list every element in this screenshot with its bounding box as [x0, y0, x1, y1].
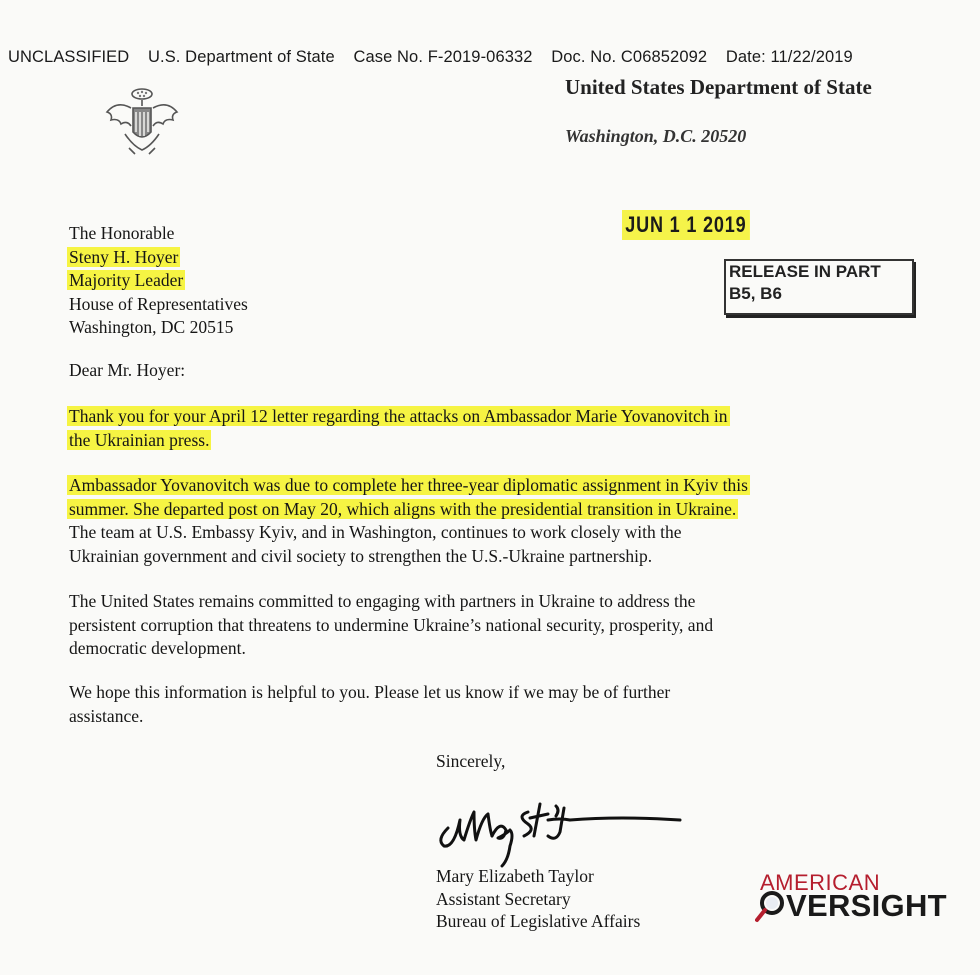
- paragraph-1-line-1: Thank you for your April 12 letter regarding the attacks on Ambassador Marie Yovanovitch in: [69, 406, 728, 426]
- release-label: RELEASE IN PART: [729, 262, 881, 281]
- signer-bureau: Bureau of Legislative Affairs: [436, 911, 641, 931]
- closing: Sincerely,: [436, 751, 506, 771]
- paragraph-1-line-2: the Ukrainian press.: [69, 429, 210, 450]
- paragraph-2-line-2: summer. She departed post on May 20, which aligns with the presidential transition in Ukraine.: [69, 498, 737, 519]
- signer-name: Mary Elizabeth Taylor: [436, 866, 594, 886]
- state-department-seal-icon: [103, 86, 181, 158]
- paragraph-4-line-1: We hope this information is helpful to you. Please let us know if we may be of further: [69, 682, 671, 702]
- doc-number: Doc. No. C06852092: [551, 48, 708, 66]
- case-number: Case No. F-2019-06332: [353, 48, 533, 66]
- paragraph-4: [69, 681, 909, 728]
- paragraph-3-line-2: persistent corruption that threatens to undermine Ukraine’s national security, prosperity, and: [69, 614, 714, 635]
- letterhead-city: Washington, D.C. 20520: [565, 126, 747, 146]
- recipient-organization: House of Representatives: [69, 293, 248, 314]
- paragraph-4-line-2: assistance.: [69, 705, 144, 726]
- watermark-oversight: [755, 888, 947, 924]
- paragraph-1: [69, 405, 909, 452]
- paragraph-3: [69, 590, 909, 661]
- paragraph-2-line-3: The team at U.S. Embassy Kyiv, and in Washington, continues to work closely with the: [69, 522, 682, 542]
- watermark-american: AMERICAN: [760, 870, 881, 895]
- paragraph-3-line-3: democratic development.: [69, 638, 246, 658]
- paragraph-2-line-1: Ambassador Yovanovitch was due to complete her three-year diplomatic assignment in Kyiv this: [69, 475, 748, 495]
- recipient-name: Steny H. Hoyer: [69, 246, 179, 267]
- paragraph-2: [69, 474, 909, 568]
- handwritten-signature: [430, 790, 690, 875]
- address-honorific: The Honorable: [69, 223, 175, 243]
- magnifier-icon: [755, 889, 785, 923]
- recipient-address: [69, 222, 248, 340]
- agency-label: U.S. Department of State: [148, 48, 335, 66]
- paragraph-3-line-1: The United States remains committed to engaging with partners in Ukraine to address the: [69, 591, 696, 611]
- release-in-part-box: [724, 259, 914, 315]
- release-date: Date: 11/22/2019: [725, 48, 853, 66]
- recipient-city: Washington, DC 20515: [69, 317, 234, 337]
- date-stamp: JUN 1 1 2019: [622, 210, 750, 240]
- document-header: [8, 48, 853, 67]
- salutation: Dear Mr. Hoyer:: [69, 360, 186, 380]
- exemption-codes: B5, B6: [729, 284, 782, 303]
- classification-label: UNCLASSIFIED: [8, 48, 130, 66]
- letterhead-department: United States Department of State: [565, 75, 872, 99]
- signer-block: [436, 865, 640, 933]
- signer-title: Assistant Secretary: [436, 888, 571, 909]
- recipient-title: Majority Leader: [69, 270, 184, 290]
- paragraph-2-line-4: Ukrainian government and civil society to strengthen the U.S.-Ukraine partnership.: [69, 545, 653, 566]
- watermark-oversight-text: VERSIGHT: [786, 888, 947, 923]
